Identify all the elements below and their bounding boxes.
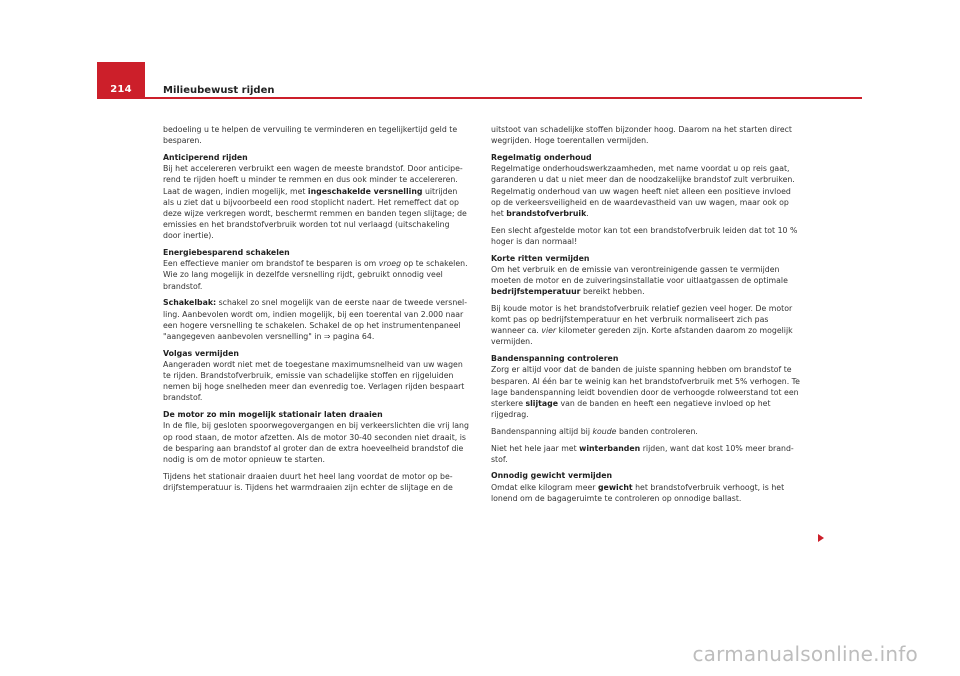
emphasis: vier bbox=[541, 326, 557, 336]
emphasis: koude bbox=[592, 426, 617, 436]
emphasis: winterbanden bbox=[579, 443, 641, 453]
page-title: Milieubewust rijden bbox=[163, 85, 275, 96]
paragraph: Regelmatige onderhoudswerkzaamheden, met name voordat u op reis gaat, garanderen u dat u niet meer dan de noodzakelijke brandstof zult verbruiken. Regelmatig onderhoud van uw wagen heeft niet alleen een positieve invloed op de verkeersveiligheid en de waardevastheid van uw wagen, maar ook op het brandstofverbruik. bbox=[491, 164, 795, 218]
paragraph: Aangeraden wordt niet met de toegestane maximumsnelheid van uw wagen te rijden. Brandstofverbruik, emissie van schadelijke stoffen en rijgeluiden nemen bij hoge snelheden meer dan evenredig toe. Verlagen rijden bespaart brandstof. bbox=[163, 359, 465, 403]
paragraph: Schakelbak: schakel zo snel mogelijk van de eerste naar de tweede versnelling. Aanbevolen wordt om, indien mogelijk, bij een toerental van 2.000 naar een hogere versnelling te schakelen. Schakel de op het instrumentenpaneel "aangegeven aanbevolen versnelling" in ⇒ pagina 64. bbox=[163, 298, 468, 341]
section-heading: Volgas vermijden bbox=[163, 348, 239, 358]
header-rule bbox=[145, 97, 862, 99]
paragraph: Een effectieve manier om brandstof te besparen is om vroeg op te schakelen. Wie zo lang mogelijk in dezelfde versnelling rijdt, gebruikt onnodig veel brandstof. bbox=[163, 259, 468, 291]
left-column bbox=[163, 124, 469, 499]
section-heading: Regelmatig onderhoud bbox=[491, 152, 592, 162]
continue-arrow-icon bbox=[818, 534, 824, 542]
paragraph: Een slecht afgestelde motor kan tot een brandstofverbruik leiden dat tot 10 % hoger is dan normaal! bbox=[491, 225, 798, 246]
paragraph: Tijdens het stationair draaien duurt het heel lang voordat de motor op bedrijfstemperatuur is. Tijdens het warmdraaien zijn echter de slijtage en de bbox=[163, 471, 453, 492]
section-heading: Energiebesparend schakelen bbox=[163, 248, 290, 258]
paragraph: Zorg er altijd voor dat de banden de juiste spanning hebben om brandstof te besparen. Al één bar te weinig kan het brandstofverbruik met 5% verhogen. Te lage bandenspanning leidt bovendien door de verhoogde rolweerstand tot een sterkere slijtage van de banden en heeft een negatieve invloed op het rijgedrag. bbox=[491, 365, 800, 420]
section-heading: Onnodig gewicht vermijden bbox=[491, 471, 613, 481]
emphasis: gewicht bbox=[597, 482, 633, 492]
section-heading: De motor zo min mogelijk stationair laten draaien bbox=[163, 410, 383, 420]
paragraph: bedoeling u te helpen de vervuiling te verminderen en tegelijkertijd geld te besparen. bbox=[163, 125, 458, 146]
section-heading: Korte ritten vermijden bbox=[491, 253, 590, 263]
paragraph: Niet het hele jaar met winterbanden rijden, want dat kost 10% meer brandstof. bbox=[491, 443, 794, 464]
emphasis: slijtage bbox=[525, 398, 558, 408]
paragraph: Omdat elke kilogram meer gewicht het brandstofverbruik verhoogt, is het lonend om de bagageruimte te controleren op onnodige ballast. bbox=[491, 482, 785, 503]
paragraph: In de file, bij gesloten spoorwegovergangen en bij verkeerslichten die vrij lang op rood staan, de motor afzetten. Als de motor 30-40 seconden niet draait, is de besparing aan brandstof al groter dan de extra hoeveelheid brandstof die nodig is om de motor opnieuw te starten. bbox=[163, 421, 469, 464]
page-number-box bbox=[97, 62, 145, 99]
section-heading: Bandenspanning controleren bbox=[491, 354, 619, 364]
paragraph: Om het verbruik en de emissie van verontreinigende gassen te vermijden moeten de motor en de zuiveringsinstallatie voor uitlaatgassen de optimale bedrijfstemperatuur bereikt hebben. bbox=[491, 264, 788, 297]
right-column bbox=[491, 124, 801, 510]
emphasis: vroeg bbox=[378, 259, 402, 269]
paragraph: Bij het accelereren verbruikt een wagen de meeste brandstof. Door anticiperend te rijden hoeft u minder te remmen en dus ook minder te accelereren. Laat de wagen, indien mogelijk, met ingeschakelde versnelling uitrijden als u ziet dat u bijvoorbeeld een rood stoplicht nadert. Het remeffect dat op deze wijze verkregen wordt, beschermt remmen en banden tegen slijtage; de emissies en het brandstofverbruik worden tot nul verlaagd (uitschakeling door inertie). bbox=[163, 164, 467, 241]
emphasis: ingeschakelde versnelling bbox=[307, 186, 423, 196]
emphasis: bedrijfstemperatuur bbox=[491, 287, 581, 297]
emphasis: brandstofverbruik bbox=[506, 208, 587, 218]
section-heading: Anticiperend rijden bbox=[163, 152, 248, 162]
paragraph: Bij koude motor is het brandstofverbruik relatief gezien veel hoger. De motor komt pas op bedrijfstemperatuur en het verbruik normaliseert zich pas wanneer ca. vier kilometer gereden zijn. Korte afstanden daarom zo mogelijk vermijden. bbox=[491, 303, 793, 347]
page-number: 214 bbox=[110, 84, 132, 95]
emphasis: Schakelbak: bbox=[163, 298, 217, 308]
paragraph: uitstoot van schadelijke stoffen bijzonder hoog. Daarom na het starten direct wegrijden. Hoge toerentallen vermijden. bbox=[491, 125, 792, 146]
paragraph: Bandenspanning altijd bij koude banden controleren. bbox=[491, 426, 698, 436]
watermark: carmanualsonline.info bbox=[692, 642, 918, 666]
